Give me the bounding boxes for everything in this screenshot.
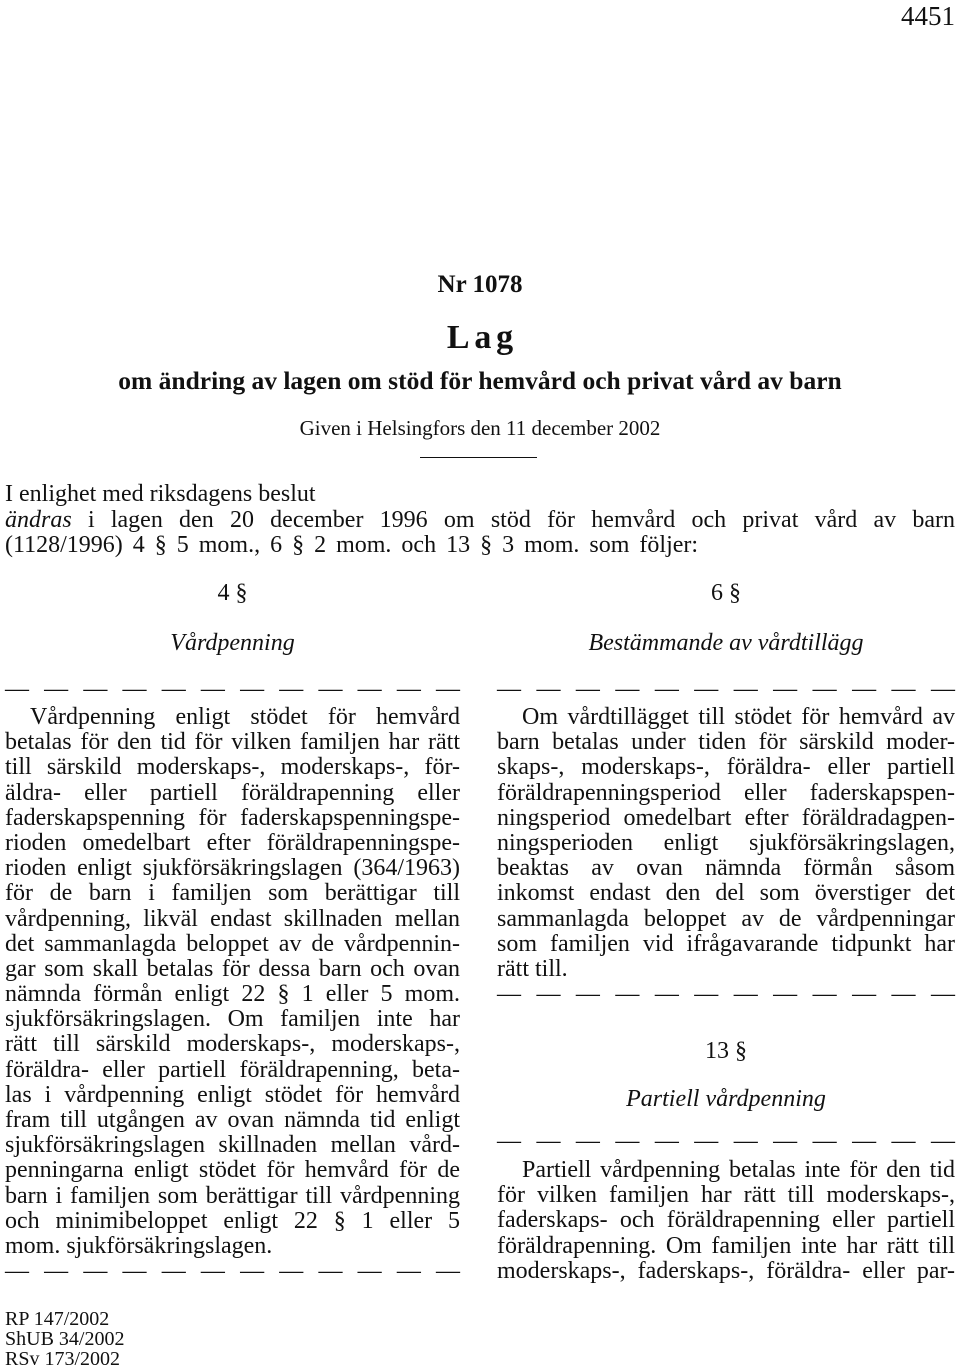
document-type: Lag <box>446 319 518 356</box>
text-line: skaps-, moderskaps-, föräldra- eller partiell <box>497 754 955 781</box>
text-line: föräldra- eller partiell föräldrapenning, beta- <box>5 1056 460 1083</box>
text-line: barn betalas under tiden för särskild moder- <box>497 729 955 756</box>
text-line: det sammanlagda beloppet av de vårdpennin- <box>5 930 460 957</box>
text-line: faderskaps- och föräldrapenning eller partiell <box>497 1207 955 1234</box>
text-line: som familjen vid ifrågavarande tidpunkt har <box>497 930 955 957</box>
law-title: om ändring av lagen om stöd för hemvård och privat vård av barn <box>118 366 842 395</box>
section-heading: Bestämmande av vårdtillägg <box>588 630 864 656</box>
header-divider <box>420 457 537 458</box>
text-line: äldra- eller partiell föräldrapenning eller <box>5 779 460 806</box>
section-number: 4 § <box>217 580 248 606</box>
statute-number: Nr 1078 <box>437 271 523 298</box>
text-line: föräldrapenningsperiod eller faderskapspen- <box>497 779 955 806</box>
legislative-references <box>5 1309 305 1369</box>
section-text <box>497 705 955 1007</box>
given-date: Given i Helsingfors den 11 december 2002 <box>299 416 661 440</box>
section-heading: Vårdpenning <box>170 630 295 656</box>
preamble-line: I enlighet med riksdagens beslut <box>5 481 316 507</box>
text-line: sammanlagda beloppet av de vårdpenningar <box>497 905 955 932</box>
section-number: 13 § <box>705 1038 747 1064</box>
text-line: sjukförsäkringslagen. Om familjen inte har <box>5 1006 460 1033</box>
text-line: ningsperiod omedelbart efter föräldradagpen- <box>497 804 955 831</box>
text-line: sjukförsäkringslagen skillnaden mellan vård- <box>5 1132 460 1159</box>
text-line: las i vårdpenning enligt stödet för hemvård <box>5 1081 460 1108</box>
preamble-line-text: i lagen den 20 december 1996 om stöd för hemvård och privat vård av barn <box>87 506 956 533</box>
preamble <box>5 482 955 559</box>
preamble-line <box>5 508 955 534</box>
reference-item: ShUB 34/2002 <box>5 1328 125 1350</box>
text-line: betalas för den tid för vilken familjen har rätt <box>5 729 460 756</box>
text-line: för vilken familjen har rätt till moderskaps-, <box>497 1182 955 1209</box>
text-line: Partiell vårdpenning betalas inte för den tid <box>522 1157 955 1183</box>
text-line: barn i familjen som berättigar till vårdpenning <box>5 1182 460 1209</box>
text-line: fram till utgången av ovan nämnda tid enligt <box>5 1107 460 1133</box>
text-line: moderskaps-, faderskaps-, föräldra- eller par- <box>497 1257 955 1284</box>
text-line: faderskapspenning för faderskapspenningspe- <box>5 804 460 831</box>
text-line: vårdpenning, likväl endast skillnaden mellan <box>5 905 460 932</box>
text-line: Om vårdtillägget till stödet för hemvård av <box>522 704 955 730</box>
text-line: ningsperioden enligt sjukförsäkringslagen, <box>497 829 955 856</box>
text-line: inkomst endast den del som överstiger det <box>497 880 955 907</box>
omission-marker: — — — — — — — — — — — — <box>497 1128 955 1154</box>
omission-marker: — — — — — — — — — — — — <box>5 1258 460 1285</box>
text-line: Vårdpenning enligt stödet för hemvård <box>30 704 460 730</box>
section-heading: Partiell vårdpenning <box>626 1086 826 1112</box>
text-line: rioden enligt sjukförsäkringslagen (364/1963) <box>5 855 460 882</box>
text-line: rioden omedelbart efter föräldrapenningspe- <box>5 829 460 856</box>
text-line: rätt till. <box>497 955 568 982</box>
omission-marker: — — — — — — — — — — — — <box>5 676 460 702</box>
text-line: gar som skall betalas för dessa barn och ovan <box>5 955 460 982</box>
preamble-line: (1128/1996) 4 § 5 mom., 6 § 2 mom. och 13 § 3 mom. som följer: <box>5 532 699 558</box>
text-line: penningarna enligt stödet för hemvård för de <box>5 1157 460 1184</box>
text-line: rätt till särskild moderskaps-, moderskaps-, <box>5 1031 460 1058</box>
section-text <box>5 705 460 1284</box>
page-number: 4451 <box>901 1 955 31</box>
text-line: mom. sjukförsäkringslagen. <box>5 1232 273 1259</box>
reference-item: RSv 173/2002 <box>5 1348 121 1370</box>
omission-marker: — — — — — — — — — — — — <box>497 676 955 702</box>
text-line: beaktas av ovan nämnda förmån såsom <box>497 855 955 882</box>
preamble-amend-verb: ändras <box>5 506 72 533</box>
section-text <box>497 1158 955 1284</box>
text-line: för de barn i familjen som berättigar till <box>5 880 460 907</box>
reference-item: RP 147/2002 <box>5 1308 110 1330</box>
omission-marker: — — — — — — — — — — — — <box>497 981 955 1008</box>
text-line: nämnda förmån enligt 22 § 1 eller 5 mom. <box>5 981 460 1008</box>
text-line: till särskild moderskaps-, moderskaps-, för- <box>5 754 460 781</box>
section-number: 6 § <box>711 580 741 606</box>
text-line: föräldrapenning. Om familjen inte har rätt till <box>497 1232 955 1259</box>
text-line: och minimibeloppet enligt 22 § 1 eller 5 <box>5 1207 460 1234</box>
